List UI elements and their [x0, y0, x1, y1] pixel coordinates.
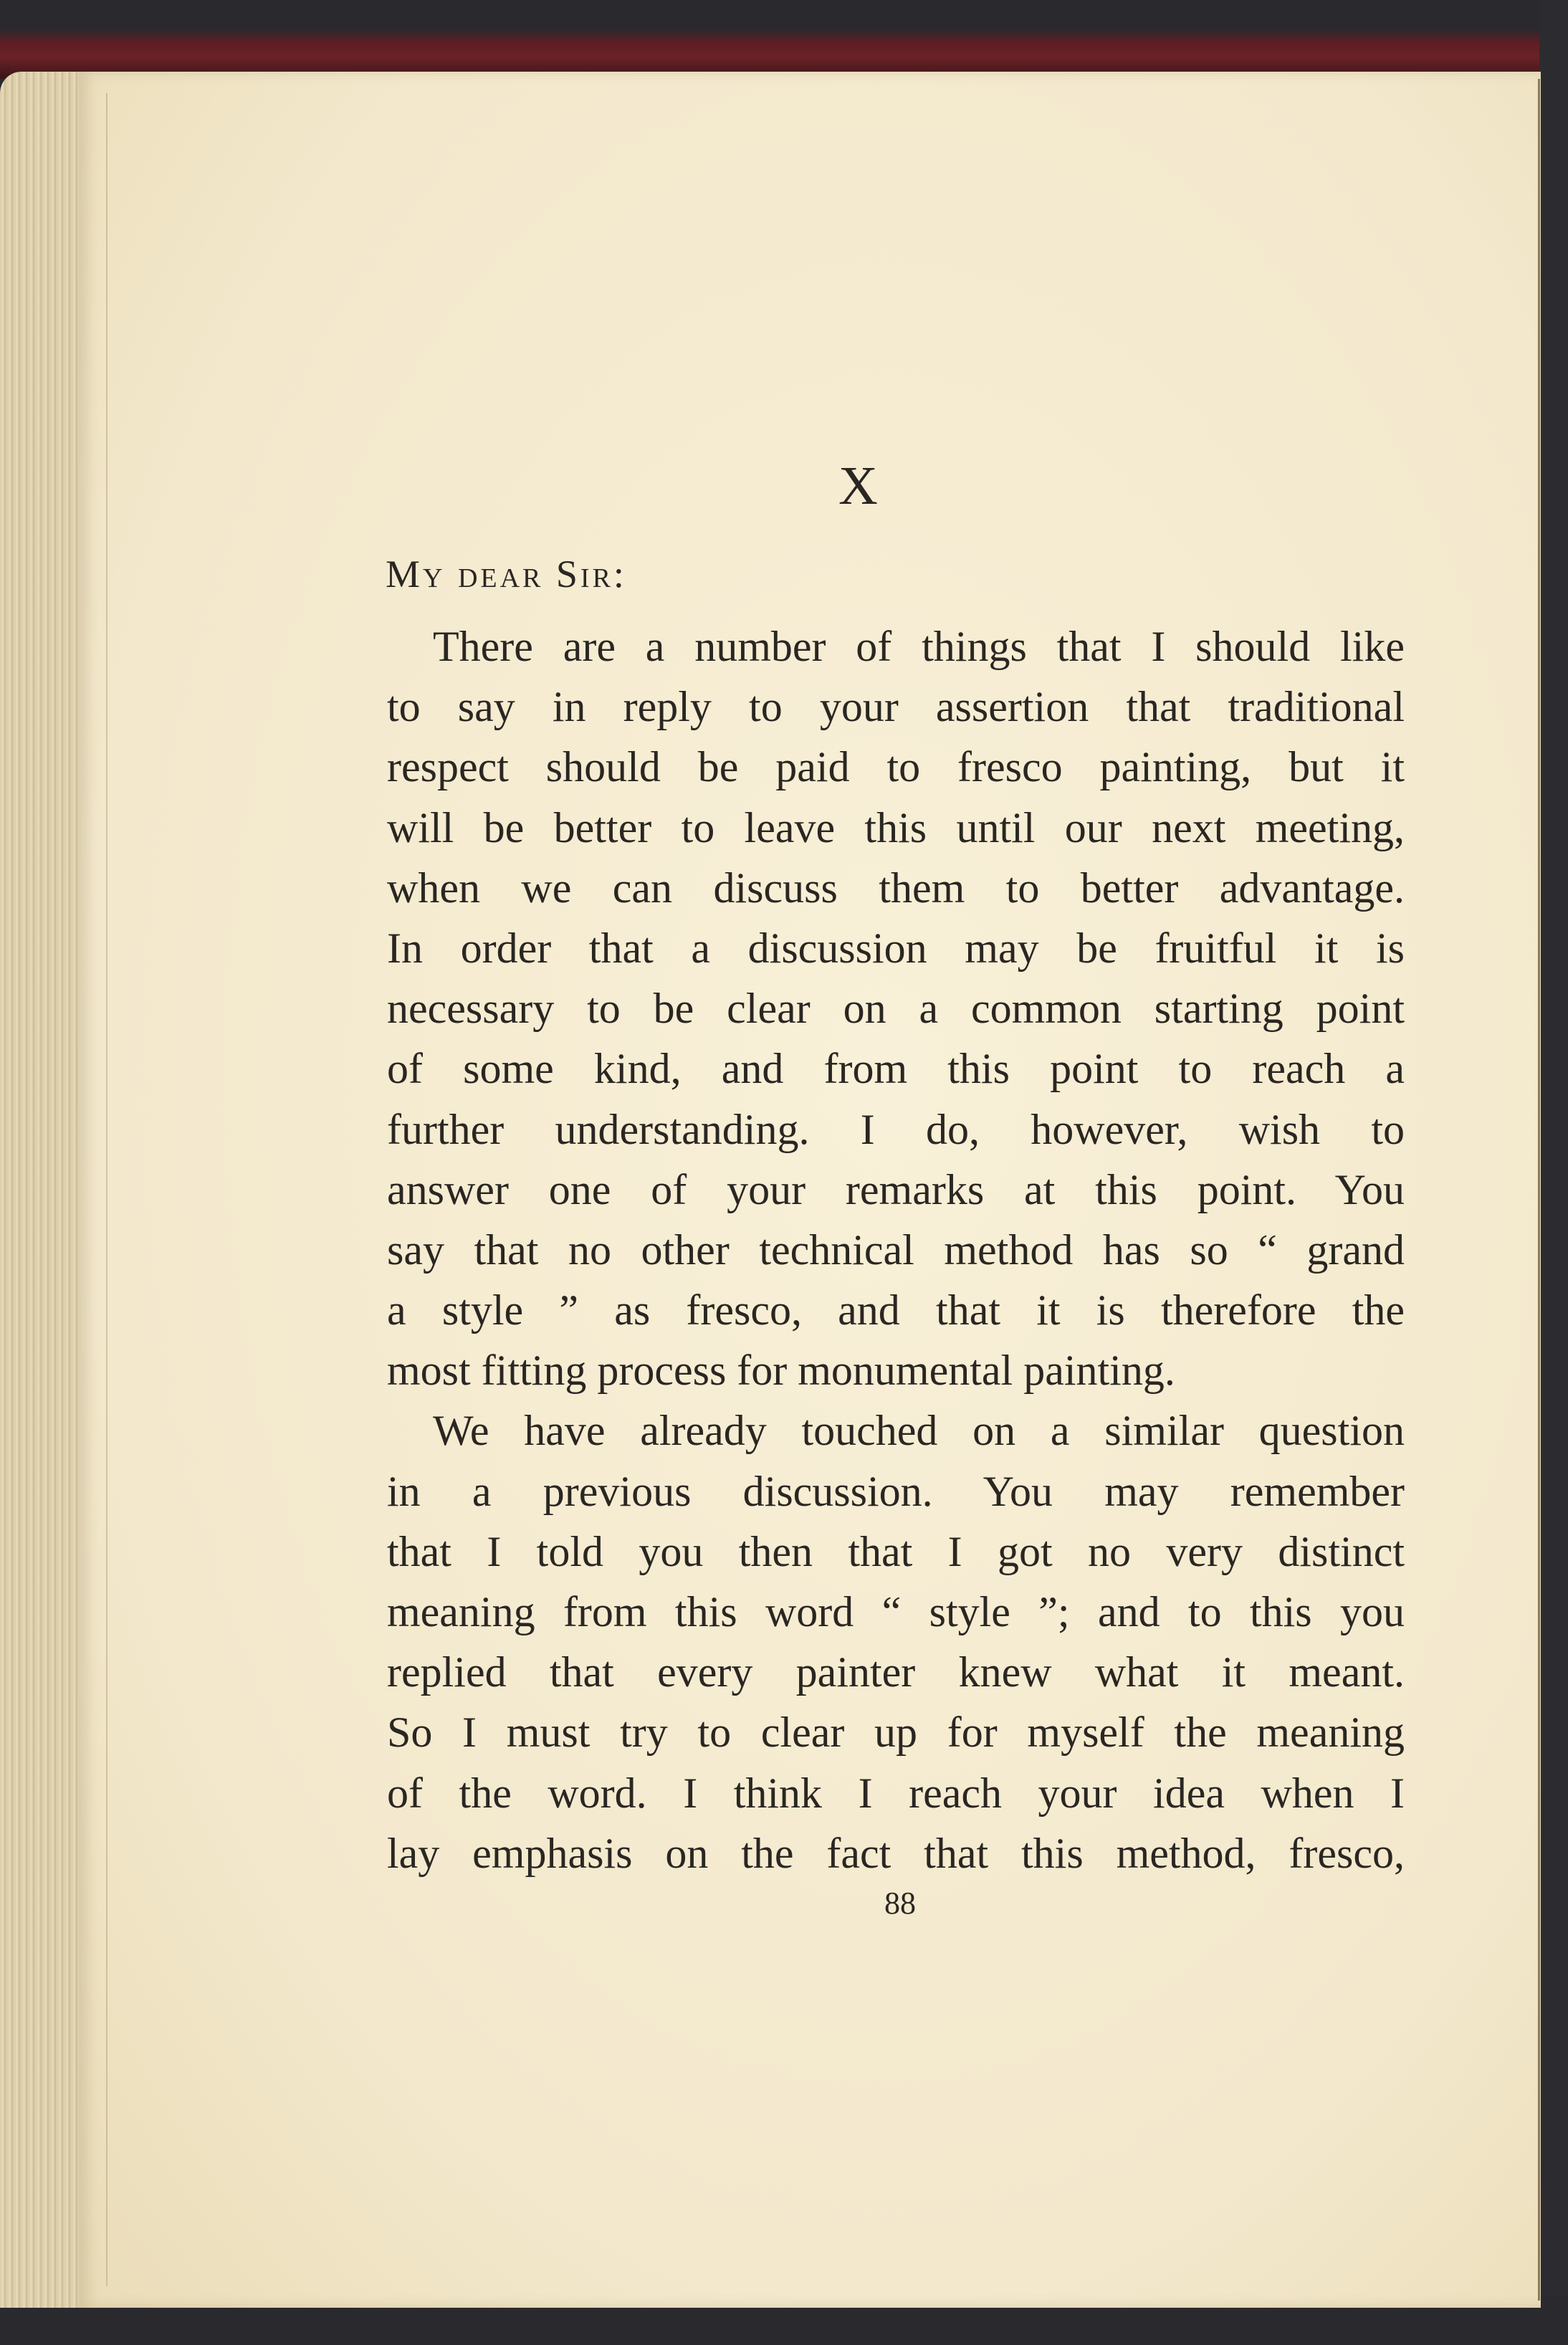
- text-line: In order that a discussion may be fruitful it is: [387, 924, 1405, 972]
- page-right-edge: [1538, 79, 1540, 2301]
- text-line: when we can discuss them to better advantage.: [387, 864, 1405, 912]
- text-line: lay emphasis on the fact that this method, fresco,: [387, 1829, 1405, 1877]
- text-line: answer one of your remarks at this point. You: [387, 1165, 1405, 1213]
- text-line: of the word. I think I reach your idea when I: [387, 1769, 1405, 1817]
- text-line: will be better to leave this until our next meeting,: [387, 803, 1405, 851]
- text-line: necessary to be clear on a common starting point: [387, 985, 1405, 1033]
- book-cover-top: [0, 0, 1568, 79]
- text-line: We have already touched on a similar question: [433, 1407, 1405, 1455]
- text-line: meaning from this word “ style ”; and to this you: [387, 1588, 1405, 1635]
- text-line: further understanding. I do, however, wish to: [387, 1105, 1405, 1153]
- text-line: that I told you then that I got no very distinct: [387, 1527, 1405, 1575]
- text-line: a style ” as fresco, and that it is therefore the: [387, 1286, 1405, 1334]
- body-text: [387, 616, 1405, 1883]
- text-line: replied that every painter knew what it meant.: [387, 1648, 1405, 1696]
- text-line: So I must try to clear up for myself the meaning: [387, 1709, 1405, 1757]
- page-number: 88: [884, 1886, 916, 1921]
- text-line: say that no other technical method has so “ grand: [387, 1226, 1405, 1274]
- book-cover-right: [1539, 0, 1568, 2345]
- chapter-number: X: [838, 456, 879, 516]
- text-line: most fitting process for monumental painting.: [387, 1347, 1175, 1395]
- text-line: of some kind, and from this point to reach a: [387, 1045, 1405, 1093]
- text-line: There are a number of things that I should like: [433, 623, 1405, 670]
- text-line: to say in reply to your assertion that traditional: [387, 683, 1405, 731]
- page-gutter: [106, 93, 107, 2286]
- salutation: My dear Sir:: [386, 553, 627, 596]
- text-line: respect should be paid to fresco painting, but it: [387, 743, 1405, 791]
- text-line: in a previous discussion. You may remember: [387, 1467, 1405, 1515]
